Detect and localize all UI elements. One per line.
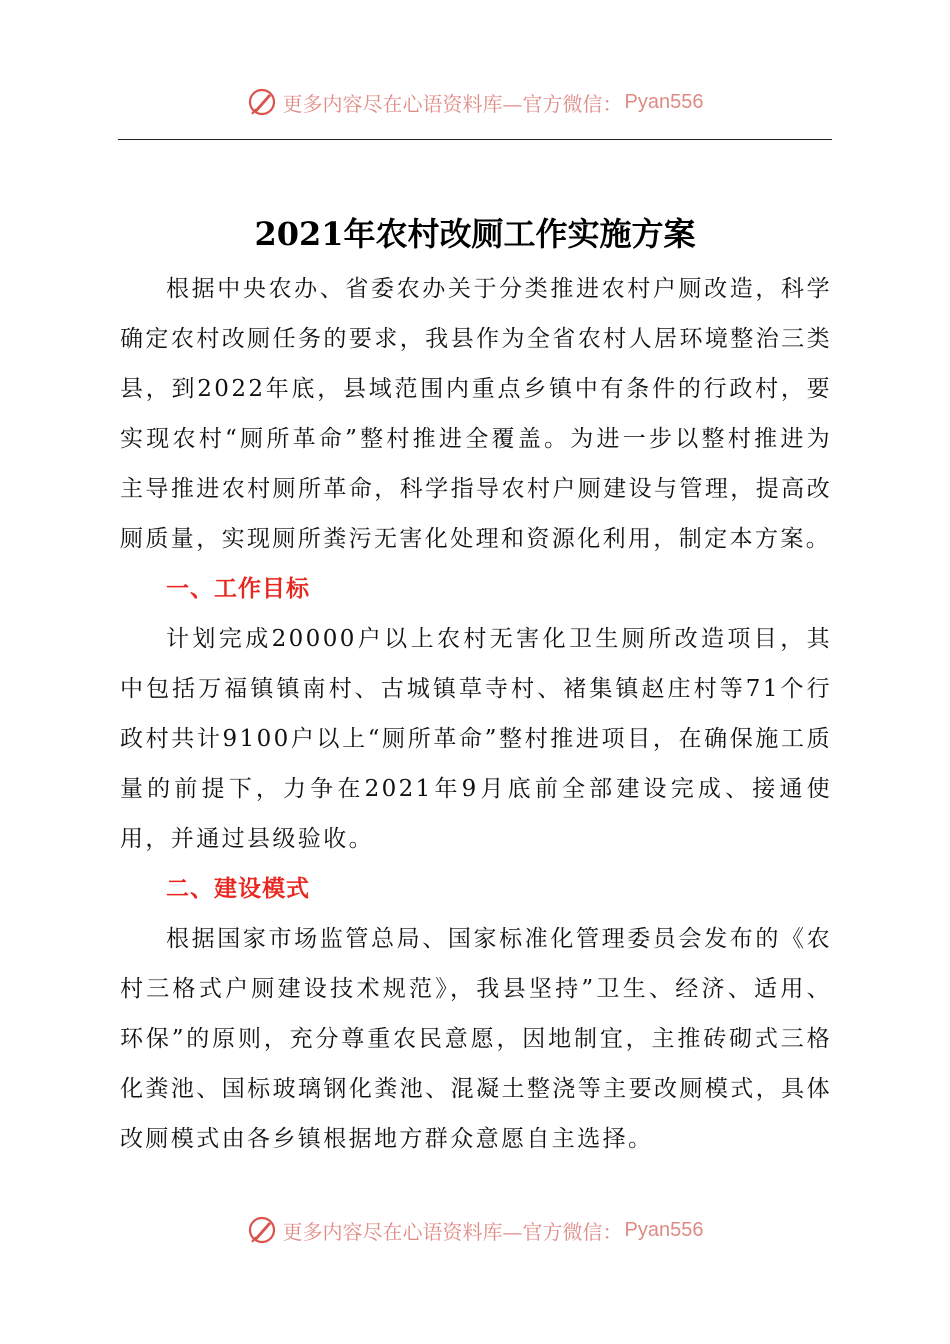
section-body-construction-mode: 根据国家市场监管总局、国家标准化管理委员会发布的《农村三格式户厕建设技术规范》，我县坚持”卫生、经济、适用、环保”的原则，充分尊重农民意愿，因地制宜，主推砖砌式三格化粪池、国标玻璃钢化粪池、混凝土整浇等主要改厕模式，具体改厕模式由各乡镇根据地方群众意愿自主选择。 — [120, 926, 832, 1152]
watermark-wechat-id: Pyan556 — [624, 1218, 704, 1241]
intro-paragraph: 根据中央农办、省委农办关于分类推进农村户厕改造，科学确定农村改厕任务的要求，我县作为全省农村人居环境整治三类县，到2022年底，县域范围内重点乡镇中有条件的行政村，要实现农村“厕所革命”整村推进全覆盖。为进一步以整村推进为主导推进农村厕所革命，科学指导农村户厕建设与管理，提高改厕质量，实现厕所粪污无害化处理和资源化利用，制定本方案。 — [120, 276, 832, 552]
footer-watermark — [0, 1212, 950, 1248]
document-title: 2021年农村改厕工作实施方案 — [254, 215, 696, 254]
section-heading-construction-mode: 二、建设模式 — [166, 876, 310, 902]
quill-logo-icon — [247, 1215, 277, 1245]
header-watermark — [0, 84, 950, 120]
header-divider — [118, 139, 832, 140]
section-body-goals: 计划完成20000户以上农村无害化卫生厕所改造项目，其中包括万福镇镇南村、古城镇草寺村、褚集镇赵庄村等71个行政村共计9100户以上“厕所革命”整村推进项目，在确保施工质量的前提下，力争在2021年9月底前全部建设完成、接通使用，并通过县级验收。 — [120, 626, 832, 852]
section-heading-goals: 一、工作目标 — [166, 576, 310, 602]
watermark-text: 更多内容尽在心语资料库—官方微信： — [282, 91, 623, 116]
watermark-wechat-id: Pyan556 — [624, 90, 704, 113]
document-body — [120, 264, 832, 1164]
watermark-text: 更多内容尽在心语资料库—官方微信： — [282, 1219, 623, 1244]
quill-logo-icon — [247, 87, 277, 117]
